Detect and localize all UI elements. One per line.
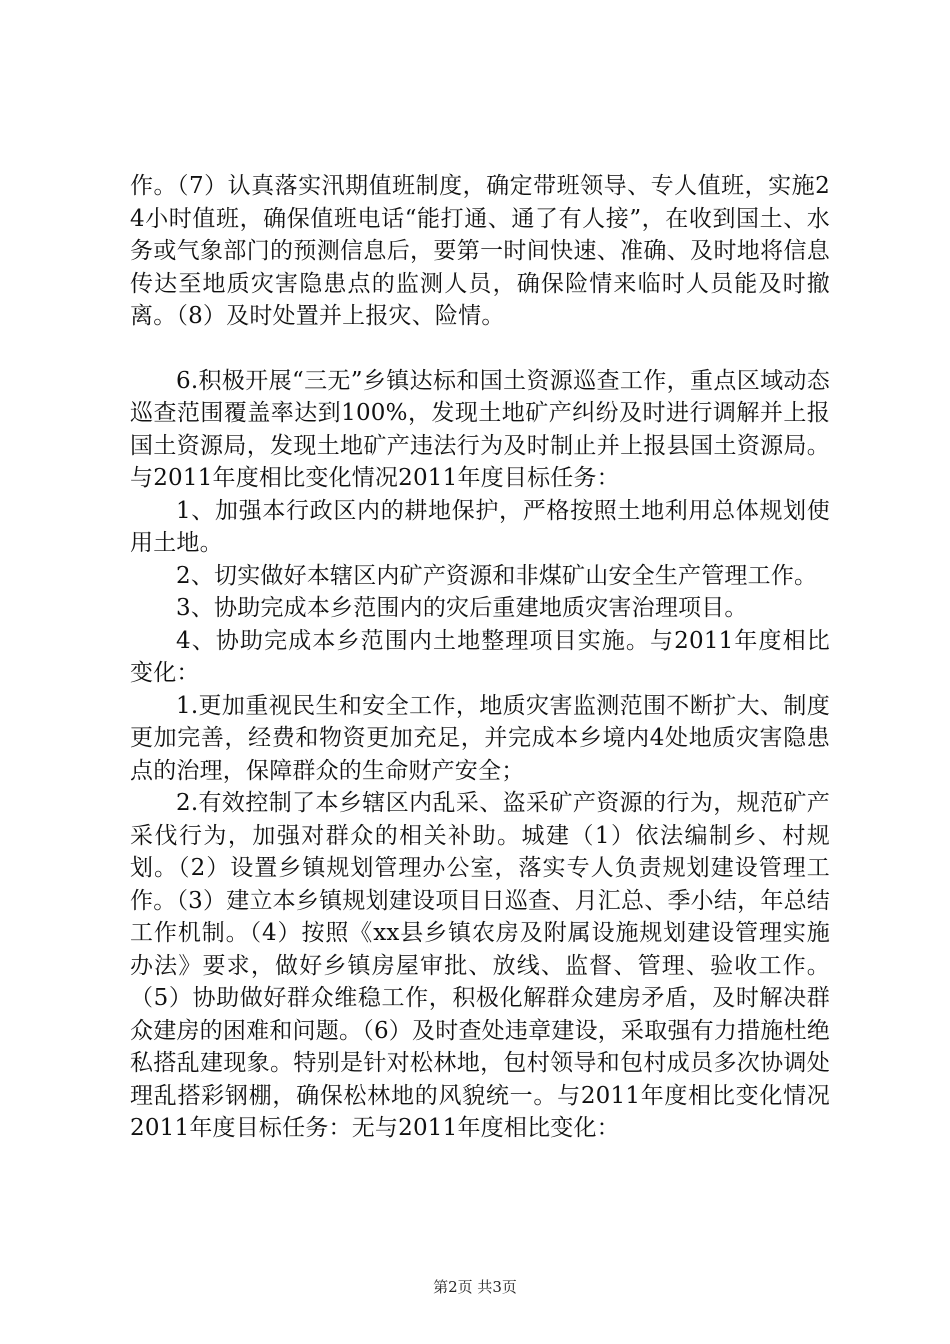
- paragraph-4: 2、切实做好本辖区内矿产资源和非煤矿山安全生产管理工作。: [176, 562, 818, 589]
- paragraph-7: 1.更加重视民生和安全工作，地质灾害监测范围不断扩大、制度更加完善，经费和物资更加充足，并完成本乡境内4处地质灾害隐患点的治理，保障群众的生命财产安全；: [130, 692, 830, 784]
- paragraph-6: 4、协助完成本乡范围内土地整理项目实施。与2011年度相比变化：: [130, 627, 830, 686]
- paragraph-1: 作。（7）认真落实汛期值班制度，确定带班领导、专人值班，实施24小时值班，确保值班电话“能打通、通了有人接”，在收到国土、水务或气象部门的预测信息后，要第一时间快速、准确、及时地将信息传达至地质灾害隐患点的监测人员，确保险情来临时人员能及时撤离。（8）及时处置并上报灾、险情。: [130, 173, 830, 329]
- paragraph-5: 3、协助完成本乡范围内的灾后重建地质灾害治理项目。: [176, 595, 748, 621]
- page-footer: 第2页 共3页: [433, 1278, 517, 1296]
- paragraph-3: 1、加强本行政区内的耕地保护，严格按照土地利用总体规划使用土地。: [130, 497, 830, 556]
- paragraph-8: 2.有效控制了本乡辖区内乱采、盗采矿产资源的行为，规范矿产采伐行为，加强对群众的相关补助。城建（1）依法编制乡、村规划。（2）设置乡镇规划管理办公室，落实专人负责规划建设管理工作。（3）建立本乡镇规划建设项目日巡查、月汇总、季小结，年总结工作机制。（4）按照《xx县乡镇农房及附属设施规划建设管理实施办法》要求，做好乡镇房屋审批、放线、监督、管理、验收工作。（5）协助做好群众维稳工作，积极化解群众建房矛盾，及时解决群众建房的困难和问题。（6）及时查处违章建设，采取强有力措施杜绝私搭乱建现象。特别是针对松林地，包村领导和包村成员多次协调处理乱搭彩钢棚，确保松林地的风貌统一。与2011年度相比变化情况2011年度目标任务：无与2011年度相比变化：: [130, 790, 830, 1141]
- paragraph-2: 6.积极开展“三无”乡镇达标和国土资源巡查工作，重点区域动态巡查范围覆盖率达到100%，发现土地矿产纠纷及时进行调解并上报国土资源局，发现土地矿产违法行为及时制止并上报县国土资源局。与2011年度相比变化情况2011年度目标任务：: [130, 367, 830, 491]
- document-body: [130, 170, 830, 1145]
